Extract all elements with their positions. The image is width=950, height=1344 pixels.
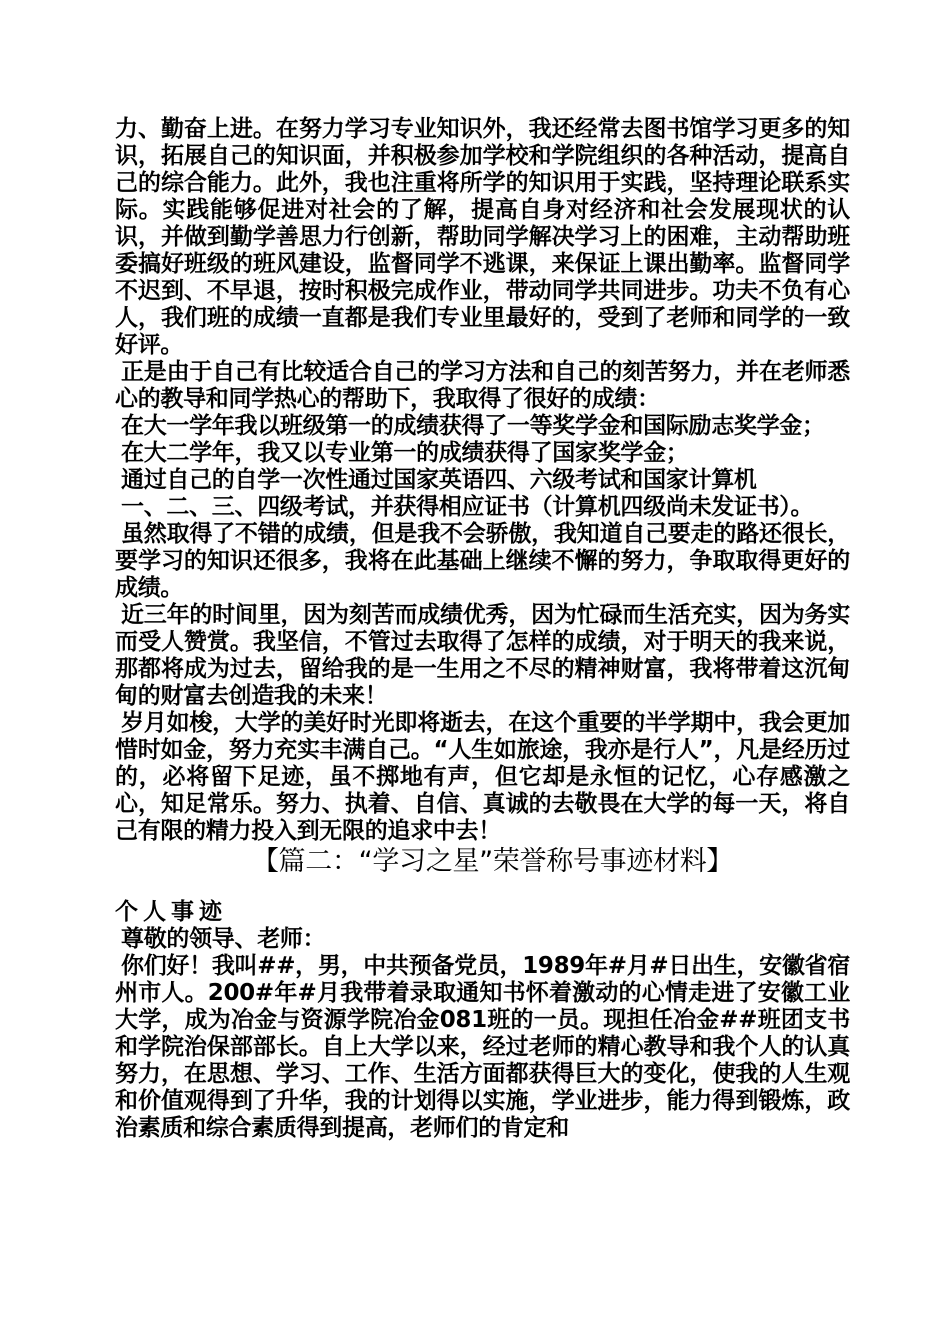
section-heading: 【篇二：“学习之星”荣誉称号事迹材料】 xyxy=(251,846,734,877)
paragraph: 你们好！我叫##，男，中共预备党员，1989年#月#日出生，安徽省宿州市人。200#年#月我带着录取通知书怀着激动的心情走进了安徽工业大学，成为冶金与资源学院冶金081班的一员。现担任冶金##班团支书和学院治保部部长。自上大学以来，经过老师的精心教导和我个人的认真努力，在思想、学习、工作、生活方面都获得巨大的变化，使我的人生观和价值观得到了升华，我的计划得以实施，学业进步，能力得到锻炼，政治素质和综合素质得到提高，老师们的肯定和 xyxy=(115,953,850,1141)
paragraph: 尊敬的领导、老师： xyxy=(121,926,326,952)
paragraph: 岁月如梭，大学的美好时光即将逝去，在这个重要的半学期中，我会更加惜时如金，努力充实丰满自己。“人生如旅途，我亦是行人”，凡是经历过的，必将留下足迹，虽不掷地有声，但它却是永恒的记忆，心存感激之心，知足常乐。努力、执着、自信、真诚的去敬畏在大学的每一天，将自己有限的精力投入到无限的追求中去！ xyxy=(115,710,850,844)
subheading: 个人事迹 xyxy=(115,899,227,925)
paragraph: 通过自己的自学一次性通过国家英语四、六级考试和国家计算机 xyxy=(121,467,757,493)
paragraph: 在大一学年我以班级第一的成绩获得了一等奖学金和国际励志奖学金； xyxy=(121,413,825,439)
document-body xyxy=(115,116,850,1142)
paragraph: 一、二、三、四级考试，并获得相应证书（计算机四级尚未发证书）。 xyxy=(121,494,814,520)
spacer xyxy=(115,879,850,899)
paragraph: 虽然取得了不错的成绩，但是我不会骄傲，我知道自己要走的路还很长，要学习的知识还很多，我将在此基础上继续不懈的努力，争取取得更好的成绩。 xyxy=(115,521,850,601)
paragraph: 在大二学年，我又以专业第一的成绩获得了国家奖学金； xyxy=(121,440,689,466)
paragraph: 力、勤奋上进。在努力学习专业知识外，我还经常去图书馆学习更多的知识，拓展自己的知识面，并积极参加学校和学院组织的各种活动，提高自己的综合能力。此外，我也注重将所学的知识用于实践，坚持理论联系实际。实践能够促进对社会的了解，提高自身对经济和社会发展现状的认识，并做到勤学善思力行创新，帮助同学解决学习上的困难，主动帮助班委搞好班级的班风建设，监督同学不逃课，来保证上课出勤率。监督同学不迟到、不早退，按时积极完成作业，带动同学共同进步。功夫不负有心人，我们班的成绩一直都是我们专业里最好的，受到了老师和同学的一致好评。 xyxy=(115,116,850,358)
paragraph: 近三年的时间里，因为刻苦而成绩优秀，因为忙碌而生活充实，因为务实而受人赞赏。我坚信，不管过去取得了怎样的成绩，对于明天的我来说，那都将成为过去，留给我的是一生用之不尽的精神财富，我将带着这沉甸甸的财富去创造我的未来！ xyxy=(115,602,850,709)
paragraph: 正是由于自己有比较适合自己的学习方法和自己的刻苦努力，并在老师悉心的教导和同学热心的帮助下，我取得了很好的成绩： xyxy=(115,359,850,412)
